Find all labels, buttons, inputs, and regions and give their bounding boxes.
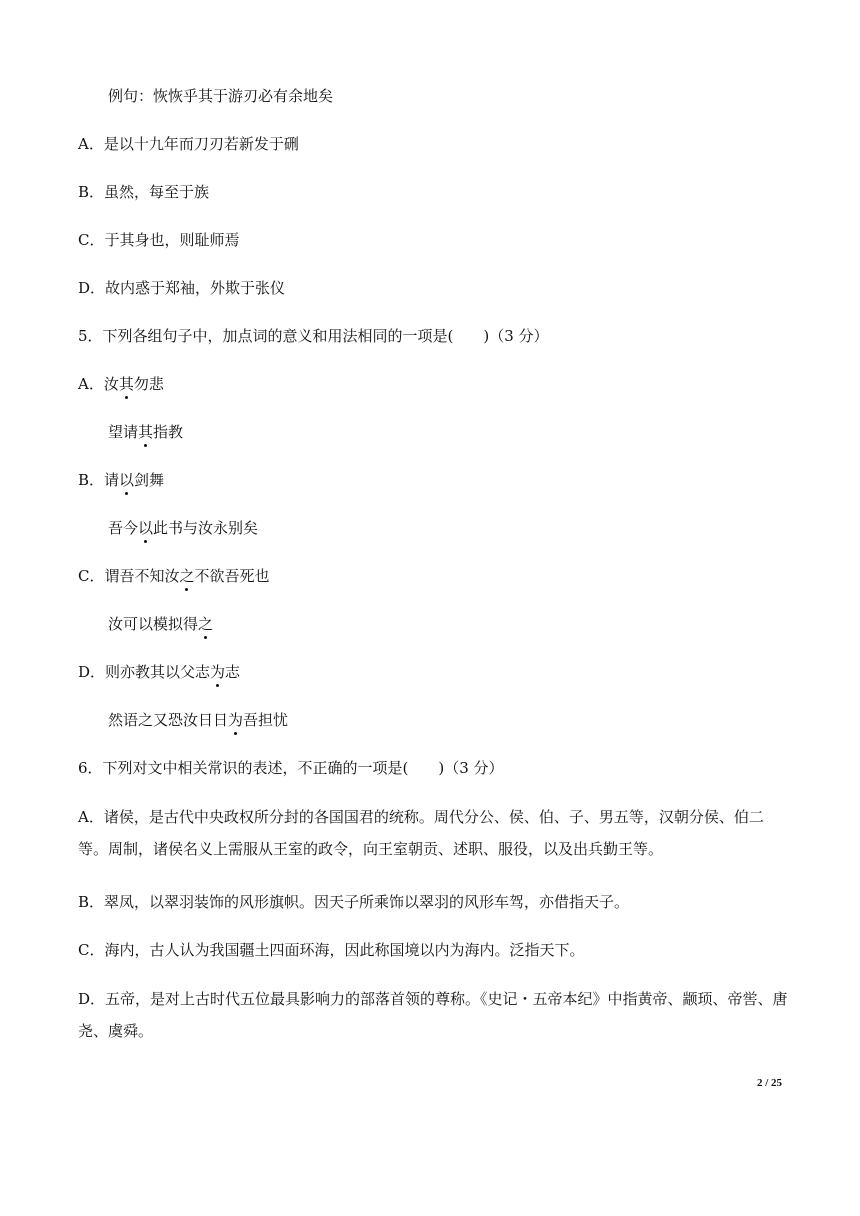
- example-sentence: 例句：恢恢乎其于游刃必有余地矣: [108, 87, 334, 105]
- q5-option-b-pair-suffix: 此书与汝永别矣: [153, 519, 259, 537]
- q4-option-d: D．故内惑于郑袖，外欺于张仪: [78, 279, 286, 297]
- q6-option-a: A．诸侯，是古代中央政权所分封的各国国君的统称。周代分公、侯、伯、子、男五等，汉朝分侯、伯二等。周制，诸侯名义上需服从王室的政令，向王室朝贡、述职、服役，以及出兵勤王等。: [78, 808, 764, 858]
- q5-option-b-highlight: 以: [119, 471, 135, 489]
- q5-option-b-prefix: B．请: [78, 471, 120, 489]
- q5-option-a-suffix: 勿悲: [133, 375, 164, 393]
- q6-option-b: B．翠凤，以翠羽装饰的风形旗帜。因天子所乘饰以翠羽的风形车驾，亦借指天子。: [78, 893, 630, 911]
- q5-option-c-pair: [108, 614, 213, 634]
- q5-option-a-pair-highlight: 其: [138, 423, 154, 441]
- q5-option-b-pair: [108, 518, 258, 538]
- q5-option-c-pair-highlight: 之: [198, 615, 214, 633]
- page-number: 2 / 25: [756, 1077, 782, 1089]
- q5-option-c-highlight: 之: [179, 567, 195, 585]
- q5-option-d-pair: [108, 710, 288, 730]
- q4-option-b: B．虽然，每至于族: [78, 183, 210, 201]
- q5-option-a-pair-prefix: 望请: [108, 423, 139, 441]
- q5-option-d-suffix: 志: [225, 663, 241, 681]
- q5-option-d: [78, 662, 240, 682]
- question-5: 5．下列各组句子中，加点词的意义和用法相同的一项是( )（3 分）: [78, 327, 549, 345]
- q5-option-c-prefix: C．谓吾不知汝: [78, 567, 180, 585]
- q4-option-a: A．是以十九年而刀刃若新发于硎: [78, 135, 299, 153]
- q5-option-a-prefix: A．汝: [78, 375, 119, 393]
- q5-option-a-pair: [108, 422, 183, 442]
- q5-option-c-pair-prefix: 汝可以模拟得: [108, 615, 199, 633]
- q5-option-c-suffix: 不欲吾死也: [194, 567, 270, 585]
- q5-option-a-pair-suffix: 指教: [153, 423, 184, 441]
- q5-option-d-pair-prefix: 然语之又恐汝日日: [108, 711, 229, 729]
- q5-option-b: [78, 470, 164, 490]
- q6-option-d: D．五帝，是对上古时代五位最具影响力的部落首领的尊称。《史记・五帝本纪》中指黄帝、颛顼、帝喾、唐尧、虞舜。: [78, 990, 788, 1040]
- q5-option-b-pair-prefix: 吾今: [108, 519, 139, 537]
- q5-option-a: [78, 374, 164, 394]
- q5-option-d-pair-suffix: 吾担忧: [243, 711, 289, 729]
- q5-option-d-highlight: 为: [210, 663, 226, 681]
- q6-option-c: C．海内，古人认为我国疆土四面环海，因此称国境以内为海内。泛指天下。: [78, 941, 585, 959]
- q5-option-b-pair-highlight: 以: [138, 519, 154, 537]
- q5-option-a-highlight: 其: [118, 375, 134, 393]
- q5-option-d-prefix: D．则亦教其以父志: [78, 663, 211, 681]
- q5-option-d-pair-highlight: 为: [228, 711, 244, 729]
- q5-option-b-suffix: 剑舞: [134, 471, 165, 489]
- q4-option-c: C．于其身也，则耻师焉: [78, 231, 240, 249]
- question-6: 6．下列对文中相关常识的表述，不正确的一项是( )（3 分）: [78, 759, 504, 777]
- q5-option-c: [78, 566, 270, 586]
